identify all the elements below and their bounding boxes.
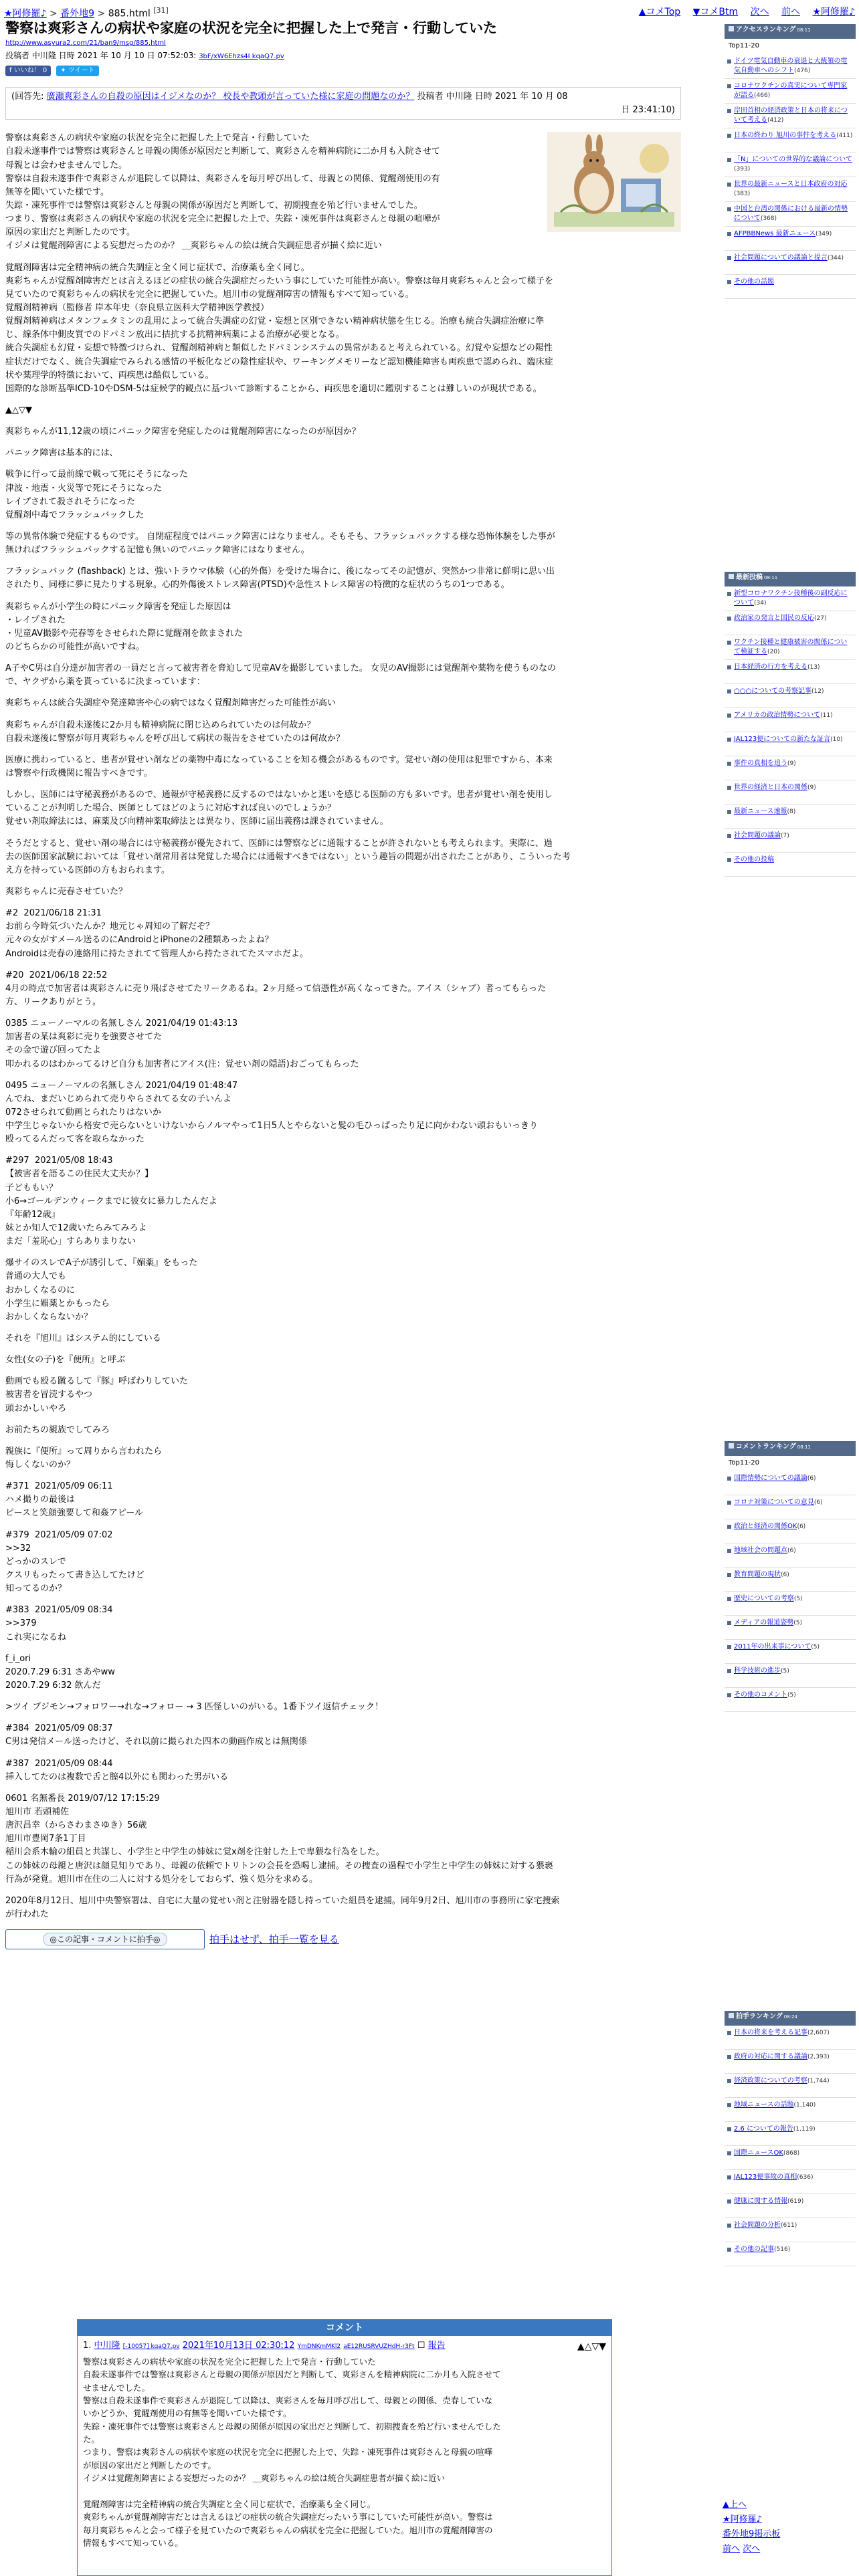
bullet-icon [727, 714, 731, 718]
bullet-icon [727, 60, 731, 64]
bottom-board-link[interactable]: 番外地9掲示板 [723, 2529, 781, 2540]
ranking-count: (476) [794, 67, 811, 74]
bullet-icon [727, 786, 731, 790]
list-item [725, 2242, 856, 2266]
comment-bottom-link[interactable]: ▼コメBtm [692, 7, 739, 17]
breadcrumb-separator: > [97, 8, 106, 19]
widget-icon [729, 2013, 734, 2018]
ranking-link[interactable]: 世界の最新ニュースと日本政府の対応 [734, 180, 848, 188]
article-paragraph: >ツイ ブジモン→フォロワー→れな→フォロー → 3 匹怪しいのがいる。1番下ツイ返信チェック！ [5, 1702, 384, 1713]
ranking-link[interactable]: その他のコメント [734, 1691, 787, 1699]
ranking-count: (2,393) [807, 2054, 830, 2060]
ranking-link[interactable]: 国際ニュースOK [734, 2149, 783, 2157]
widget-title: コメントランキング [736, 1443, 796, 1451]
bottom-next-link[interactable]: 次へ [743, 2544, 761, 2555]
list-item [725, 1471, 856, 1495]
ranking-count: (412) [767, 116, 784, 124]
ranking-link[interactable]: 社会問題についての議論と提言 [734, 253, 828, 261]
bullet-icon [727, 280, 731, 284]
top-bar [4, 3, 855, 19]
share-bar [5, 64, 681, 76]
ranking-count: (8) [787, 809, 796, 815]
ranking-count: (13) [807, 664, 820, 671]
ranking-count: (466) [754, 92, 771, 99]
sidebar-widget [725, 572, 856, 877]
widget-time: 08:11 [764, 575, 778, 580]
comment-body: 警察は爽彩さんの病状や家庭の状況を完全に把握した上で発言・行動していた 自殺未遂事件では警察は爽彩さんと母親の関係が原因だと判断して、爽彩さんを精神病院に二か月も入院させて せませんでした。 警察は自殺未遂事件で爽彩さんが退院して以降は、爽彩さんを毎月呼び出して、母親との関係、売春していな いかどうか、覚醒剤使用の有無等を聞いていた様です。 失踪・凍死事件では警察は爽彩さんと母親の関係が原因の家出だと判断して、初期捜査を殆ど行いませんでした た。 つまり、警察は爽彩さんの病状や家庭の状況を完全に把握した上で、失踪・凍死事件は爽彩さんと母親の喧嘩 が原因の家出だと判断したのです。 イジメは覚醒剤障害による妄想だったのか？ ＿爽彩ちゃんの絵は統合失調症患者が描く絵に近い 覚醒剤障害は完全精神病の統合失調症と全く同じ症状で、治療薬も全く同じ。 爽彩ちゃんが覚醒剤障害だとは言えるほどの症状の統合失調症だったいう事にしていた可能性が高い。警察は 毎月爽彩ちゃんと会って様子を見ていたので爽彩ちゃんの病状を完全に把握していた。旭川市の覚醒剤障害の 情報もすべて知っている。 [83, 2356, 501, 2549]
ranking-count: (611) [781, 2222, 797, 2229]
article-paragraph: そうだとすると、覚せい剤の場合には守秘義務が優先されて、医師には警察などに通報することが許されないとも考えられます。実際に、過 去の医師国家試験においては「覚せい剤常用者は発覚した場合には通報すべきではない」という趣旨の問題が出されたことがあり、こういった考 え方を持っている医師の方もおられます。 [5, 838, 571, 875]
ranking-link[interactable]: 歴史についての考察 [734, 1594, 794, 1602]
widget-header [725, 24, 856, 39]
list-item [725, 732, 856, 756]
list-item [725, 2194, 856, 2218]
ranking-count: (12) [811, 688, 824, 695]
list-item [725, 2074, 856, 2098]
widget-subtitle: Top11-20 [729, 1459, 759, 1467]
list-item [725, 79, 856, 104]
tweet-label: ツイート [68, 67, 95, 75]
facebook-icon: f [9, 67, 12, 75]
ranking-link[interactable]: ワクチン接種と健康被害の関係について検証する [734, 639, 848, 655]
list-item [725, 756, 856, 780]
widget-header [725, 572, 856, 586]
widget-header [725, 2011, 856, 2026]
ranking-count: (34) [754, 600, 767, 607]
ranking-count: (636) [797, 2174, 814, 2181]
ranking-link[interactable]: 新型コロナワクチン接種後の副反応について [734, 590, 848, 607]
reply-to-box [5, 87, 681, 120]
list-item [725, 1640, 856, 1664]
article-paragraph: 等の異常体験で発症するものです。 自閉症程度ではパニック障害にはなりません。そもそも、フラッシュバックする様な恐怖体験をした事が 無ければフラッシュバックする記憶も無いのでパニック障害にはなりません。 [5, 532, 555, 556]
article-paragraph: 0601 名無番長 2019/07/12 17:15:29 旭川市 若頭補佐 唐沢昌幸（からさわまさゆき）56歳 旭川市豊岡7条1丁目 稲川会系木輪の組員と共謀し、小学生と中学生の姉妹に覚x剤を注射した上で卑猥な行為をした。 この姉妹の母親と唐沢は顔見知りであり、母親の依頼でトリトンの会長を恐喝し逮捕。その捜査の過程で小学生と中学生の姉妹に対する猥褻 行為が発覚。旭川市在住の二人に対する処分をしておらず、強く処分を求める。 [5, 1793, 553, 1885]
bullet-icon [727, 1549, 731, 1553]
bullet-icon [727, 2127, 731, 2131]
ranking-link[interactable]: コロナ対策についての意見 [734, 1498, 814, 1506]
article-paragraph: #297 2021/05/08 18:43 【被害者を語るこの住民大丈夫か？】 子どももい？ 小6→ゴールデンウィークまでに彼女に暴力したんだよ 『年齢12歳』 妹とか知人で12歳いたらみてみろよ まだ「羞恥心」すらありまりない [5, 1156, 217, 1247]
bullet-icon [727, 665, 731, 669]
list-item [725, 2098, 856, 2122]
list-item [725, 1616, 856, 1640]
ranking-link[interactable]: ドイツ電気自動車の衰退と大統領の電気自動車へのシフト [734, 57, 848, 74]
ranking-count: (20) [767, 649, 780, 655]
bullet-icon [727, 2224, 731, 2228]
applause-button[interactable] [5, 1929, 205, 1949]
ranking-link[interactable]: 政治家の発言と国民の反応 [734, 615, 814, 622]
list-item [725, 853, 856, 877]
ranking-count: (6) [814, 1499, 823, 1506]
ranking-link[interactable]: 科学技術の進歩 [734, 1667, 781, 1675]
list-item [725, 177, 856, 202]
article-paragraph: 2020年8月12日、旭川中央警察署は、自宅に大量の覚せい剤と注射器を隠し持っていた組員を逮捕。同年9月2日、旭川市の事務所に家宅捜索 が行われた [5, 1895, 560, 1919]
list-item [725, 829, 856, 853]
bullet-icon [727, 207, 731, 211]
ranking-count: (383) [734, 190, 751, 197]
comment-nav-arrows[interactable]: ▲△▽▼ [577, 2341, 606, 2352]
ranking-count: (6) [807, 1475, 816, 1482]
ranking-count: (349) [816, 230, 832, 237]
article-paragraph: f_i_ori 2020.7.29 6:31 さあやww 2020.7.29 6:32 飲んだ [5, 1653, 115, 1691]
ranking-link[interactable]: その他の投稿 [734, 856, 774, 863]
article-paragraph: 爽彩ちゃんが自殺未遂後に2か月も精神病院に閉じ込められていたのは何故か？ 自殺未遂後に警察が毎月爽彩ちゃんを呼び出して病状の報告をさせていたのは何故か？ [5, 720, 345, 744]
ranking-count: (6) [781, 1571, 789, 1578]
ranking-count: (1,119) [793, 2126, 816, 2133]
applause-list-link[interactable]: 拍手はせず、拍手一覧を見る [209, 1933, 339, 1946]
list-item [725, 635, 856, 660]
bullet-icon [727, 834, 731, 838]
applause-section [5, 1929, 681, 1953]
widget-icon [729, 26, 734, 31]
ranking-count: (868) [783, 2150, 800, 2157]
facebook-like-count: 0 [42, 67, 47, 75]
ranking-link[interactable]: JAL123便についての新たな証言 [734, 736, 831, 743]
ranking-count: (6) [797, 1523, 806, 1530]
list-item [725, 104, 856, 128]
list-item [725, 1543, 856, 1568]
bullet-icon [727, 2199, 731, 2204]
list-item [725, 1664, 856, 1688]
ranking-count: (9) [787, 760, 796, 767]
meta-text: 投稿者 中川隆 日時 2021 年 10 月 10 日 07:52:03: [5, 50, 197, 60]
list-item [725, 227, 856, 251]
bullet-icon [727, 158, 731, 162]
list-item [725, 1568, 856, 1592]
article-title: 警察は爽彩さんの病状や家庭の状況を完全に把握した上で発言・行動していた [5, 20, 497, 36]
list-item [725, 1688, 856, 1712]
article-paragraph: 親族に『便所』って周りから言われたら 悔しくないのか？ [5, 1446, 163, 1471]
ranking-link[interactable]: 日本の終わり 旭川の事件を考える [734, 131, 837, 139]
article-paragraph: 爽彩ちゃんが11,12歳の頃にパニック障害を発症したのは覚醒剤障害になったのが原因か？ [5, 427, 361, 437]
list-item [725, 202, 856, 227]
comment-id-link[interactable]: aE12RUSRVUZHdH-r3Ft [343, 2343, 415, 2350]
ranking-link[interactable]: 社会問題の議論 [734, 832, 781, 839]
article-paragraph: 女性(女の子)を『便所』と呼ぶ [5, 1355, 126, 1366]
list-item [725, 611, 856, 635]
breadcrumb-separator: > [49, 8, 58, 19]
ranking-link[interactable]: AFPBBNews 最新ニュース [734, 229, 816, 237]
breadcrumb-board-link[interactable]: 番外地9 [60, 8, 95, 19]
list-item [725, 275, 856, 299]
bullet-icon [727, 84, 731, 88]
ranking-link[interactable]: 最新ニュース速報 [734, 808, 787, 815]
bullet-icon [727, 232, 731, 236]
ranking-link[interactable]: JAL123便事故の真相 [734, 2173, 797, 2181]
article-paragraph: しかし、医師には守秘義務があるので、通報が守秘義務に反するのではないかと迷いを感じる医師の方も多いです。患者が覚せい剤を使用し ていることが判明した場合、医師としてはどのように対応すれば良いのでしょうか？ 覚せい剤取締法には、麻薬及び向精神薬取締法とは異なり、医師に届出義務は課されていません。 [5, 790, 553, 827]
breadcrumb-page: 885.html [108, 8, 151, 19]
list-item [725, 1519, 856, 1543]
bullet-icon [727, 1669, 731, 1673]
bullet-icon [727, 1477, 731, 1481]
bullet-icon [727, 1597, 731, 1601]
bullet-icon [727, 858, 731, 862]
widget-title: 拍手ランキング [736, 2013, 783, 2020]
bullet-icon [727, 617, 731, 621]
article-paragraph: フラッシュバック (flashback) とは、強いトラウマ体験（心的外傷）を受けた場合に、後になってその記憶が、突然かつ非常に鮮明に思い出 されたり、同様に夢に見たりする現象。心的外傷後ストレス障害(PTSD)や急性ストレス障害の特徴的な症状のうちの1つである。 [5, 566, 555, 591]
bullet-icon [727, 134, 731, 138]
ranking-count: (5) [787, 1691, 796, 1699]
article-paragraph: 爆サイのスレでA子が誘引して、『媚薬』をもった 普通の大人でも おかしくなるのに 小学生に媚薬とかもったら おかしくならないか？ [5, 1258, 198, 1322]
ranking-link[interactable]: その他の話題 [734, 278, 774, 286]
home-link[interactable]: ★阿修羅♪ [812, 7, 855, 17]
article-paragraph: 戦争に行って最前線で戦って死にそうになった 津波・地震・火災等で死にそうになった レイプされて殺されそうになった 覚醒剤中毒でフラッシュバックした [5, 469, 189, 520]
bullet-icon [727, 592, 731, 596]
widget-time: 08:24 [783, 2014, 797, 2020]
ranking-count: (5) [781, 1667, 789, 1675]
ranking-link[interactable]: 地域ニュースの話題 [734, 2101, 794, 2109]
facebook-like-label: いいね！ [13, 67, 41, 75]
bullet-icon [727, 2079, 731, 2083]
comment-author-link[interactable]: 中川隆 [94, 2341, 120, 2351]
comment-header [83, 2340, 606, 2353]
breadcrumb-home-link[interactable]: ★阿修羅♪ [4, 8, 47, 19]
comment-count: [31] [153, 6, 169, 15]
ranking-link[interactable]: 社会問題の分析 [734, 2222, 781, 2229]
widget-title: アクセスランキング [736, 26, 796, 33]
bullet-icon [727, 1621, 731, 1625]
widget-list [725, 1471, 856, 1712]
bottom-navigation [723, 2498, 780, 2557]
ranking-count: (9) [807, 784, 816, 791]
ranking-link[interactable]: 政府の対応に関する議論 [734, 2053, 807, 2060]
list-item [725, 684, 856, 708]
article-paragraph: ▲△▽▼ [5, 405, 32, 416]
applause-label: ◎この記事・コメントに拍手◎ [43, 1933, 168, 1946]
sidebar-widget [725, 24, 856, 299]
comment-author-id-link[interactable]: [-10057] kqaQ7.pv [122, 2343, 180, 2350]
list-item [725, 2218, 856, 2242]
ranking-count: (393) [734, 165, 751, 173]
ranking-count: (1,744) [807, 2078, 830, 2084]
ranking-count: (516) [774, 2246, 791, 2253]
bullet-icon [727, 256, 731, 260]
ranking-count: (2,607) [807, 2030, 830, 2036]
article-paragraph: 0495 ニューノーマルの名無しさん 2021/04/19 01:48:47 んでね、まだいじめられて売りやらされてる女の子いんよ 072させられて動画とられたりはないか 中学生じゃないから格安で売らないといけないからノルマやって1日5人とやらないと髪の毛ひっぱったり足に向かわない頭おもいっきり 殴ってるんだって客を取らなかった [5, 1080, 539, 1145]
widget-list [725, 2026, 856, 2266]
list-item [725, 586, 856, 611]
sidebar-widget [725, 1441, 856, 1712]
bullet-icon [727, 689, 731, 693]
ranking-link[interactable]: ○○○についての考察記事 [734, 687, 812, 695]
list-item [725, 251, 856, 275]
list-item [725, 804, 856, 829]
back-to-top-link[interactable]: ▲上へ [723, 2500, 747, 2510]
ranking-link[interactable]: 健康に関する情報 [734, 2197, 787, 2205]
ranking-count: (6) [787, 1547, 796, 1554]
article-paragraph: 爽彩ちゃんが小学生の時にパニック障害を発症した原因は ・レイプされた ・児童AV撮影や売春等をさせられた際に覚醒剤を飲まされた のどちらかの可能性が高いですね。 [5, 601, 243, 652]
ranking-link[interactable]: 事件の真相を追う [734, 760, 787, 767]
article-paragraph: それを『旭川』はシステム的にしている [5, 1333, 161, 1344]
widget-icon [729, 1443, 734, 1448]
bullet-icon [727, 1501, 731, 1505]
comment-date-link[interactable]: 2021年10月13日 02:30:12 [182, 2341, 295, 2351]
bullet-icon [727, 1525, 731, 1529]
reply-prefix: (回答先: [11, 92, 47, 102]
bullet-icon [727, 762, 731, 766]
ranking-count: (10) [830, 736, 843, 743]
poster-id-link[interactable]: 3bF/xW6Ehzs4I kqaQ7.pv [199, 52, 284, 60]
list-item [725, 2026, 856, 2050]
comment-number: 1. [83, 2341, 92, 2351]
bullet-icon [727, 1693, 731, 1697]
bullet-icon [727, 2175, 731, 2179]
main-content [5, 19, 681, 1953]
article-paragraph: 覚醒剤障害は完全精神病の統合失調症と全く同じ症状で、治療薬も全く同じ。 爽彩ちゃんが覚醒剤障害だとは言えるほどの症状の統合失調症だったいう事にしていた可能性が高い。警察は毎月爽彩ちゃんと会って様子を 見ていたので爽彩ちゃんの病状を完全に把握していた。旭川市の覚醒剤障害の情報もすべて知っている。 覚醒剤精神病（監修者 岸本年史（奈良県立医科大学精神医学教授） 覚醒剤精神病はメタンフェタミンの乱用によって統合失調症の幻覚・妄想と区別できない精神病状態を生じる。治療も統合失調症治療に準 じ、線条体中側皮質でのドパミン放出に拮抗する抗精神病薬による治療が必要となる。 統合失調症も幻覚・妄想で特徴づけられ、覚醒剤精神病と類似したドパミンシステムの異常があると考えられている。幻覚や妄想などの陽性 症状だけでなく、統合失調症でみられる感情の平板化などの陰性症状や、ワーキングメモリーなど認知機能障害も両疾患で認められ、臨床症 状や薬理学的特徴において、両疾患は酷似している。 国際的な診断基準ICD-10やDSM-5は症候学的観点に基づいて診断することから、両疾患を適切に鑑別することは難しいのが現状である。 [5, 262, 554, 394]
twitter-bird-icon: ✦ [60, 67, 66, 75]
report-link[interactable]: 報告 [427, 2341, 446, 2351]
bullet-icon [727, 2031, 731, 2035]
list-item [725, 2170, 856, 2194]
ranking-link[interactable]: 教育問題の現状 [734, 1570, 781, 1578]
article-paragraph: パニック障害は基本的には、 [5, 448, 118, 459]
list-item [725, 1592, 856, 1616]
bullet-icon [727, 2103, 731, 2107]
ranking-link[interactable]: 2011年の出来事について [734, 1642, 812, 1650]
ranking-count: (7) [781, 833, 789, 839]
widget-time: 08:11 [797, 27, 811, 33]
bullet-icon [727, 2248, 731, 2252]
bullet-icon [727, 2151, 731, 2155]
widget-subtitle: Top11-20 [729, 42, 759, 49]
bullet-icon [727, 1573, 731, 1577]
checkbox-icon[interactable]: ☐ [417, 2341, 425, 2351]
article-paragraph: #2 2021/06/18 21:31 お前ら今時気づいたんか？地元じゃ周知の了解だぞ？ 元々の女がすメール送るのにAndroidとiPhoneの2種類あったよね？ Androidは売春の連絡用に持たされてて管理人から持たされてたスマホだよ。 [5, 908, 309, 959]
ranking-link[interactable]: 岸田首相の経済政策と日本の将来について考える [734, 106, 848, 124]
sidebar-widget [725, 2011, 856, 2266]
widget-list [725, 586, 856, 877]
rabbit-illustration [547, 132, 681, 232]
ranking-count: (411) [836, 132, 853, 139]
list-item [725, 2050, 856, 2074]
comment-top-link[interactable]: ▲コメTop [638, 7, 681, 17]
ranking-count: (27) [814, 615, 827, 622]
article-paragraph: 医療に携わっていると、患者が覚せい剤などの薬物中毒になっていることを知る機会があるものです。覚せい剤の使用は犯罪ですから、本来 は警察や行政機関に報告すべきです。 [5, 754, 553, 778]
article-paragraph: #371 2021/05/09 06:11 ハメ撮りの最後は ピースと笑顔強要して和姦アピール [5, 1481, 144, 1519]
widget-title: 最新投稿 [736, 574, 763, 581]
article-paragraph: 動画でも殴る蹴るして『豚』呼ばわりしていた 被害者を冒涜するやつ 頭おかしいやろ [5, 1376, 189, 1414]
ranking-link[interactable]: その他の記事 [734, 2246, 774, 2253]
article-paragraph: #383 2021/05/09 08:34 >>379 これ実になるね [5, 1605, 113, 1642]
ranking-link[interactable]: メディアの報道姿勢 [734, 1618, 794, 1626]
article-paragraph: #379 2021/05/09 07:02 >>32 どっかのスレで クスリもったって書き込してたけど 知ってるのか？ [5, 1529, 145, 1594]
list-item [725, 2146, 856, 2170]
bullet-icon [727, 2055, 731, 2059]
list-item [725, 152, 856, 177]
reply-suffix: 投稿者 中川隆 日時 2021 年 10 月 08 [414, 92, 568, 102]
comments-header: コメント [78, 2320, 611, 2336]
ranking-link[interactable]: 日本の将来を考える記事 [734, 2029, 807, 2036]
widget-time: 08:11 [797, 1444, 811, 1450]
bullet-icon [727, 183, 731, 187]
bullet-icon [727, 738, 731, 742]
article-paragraph: 爽彩ちゃんは統合失調症や発達障害や心の病ではなく覚醒剤障害だった可能性が高い [5, 698, 337, 709]
reply-date: 日 23:41:10) [621, 104, 675, 115]
article-paragraph: A子やC男は自分達が加害者の一員だと言って被害者を脅迫して児童AVを撮影していました。 女児のAV撮影には覚醒剤や薬物を使うものなの で、ヤクザから薬を貰っているに決まっています： [5, 663, 557, 687]
ranking-link[interactable]: 日本経済の行方を考える [734, 663, 807, 671]
list-item [725, 2122, 856, 2146]
widget-list [725, 54, 856, 299]
bullet-icon [727, 641, 731, 645]
ranking-link[interactable]: コロナワクチンの真実について専門家が語る [734, 82, 848, 99]
list-item [725, 780, 856, 804]
ranking-count: (344) [827, 254, 844, 261]
ranking-count: (5) [793, 1595, 803, 1602]
facebook-like-button[interactable] [5, 66, 51, 76]
article-paragraph: 爽彩ちゃんに売春させていた？ [5, 886, 128, 897]
article-url-link[interactable]: http://www.asyura2.com/21/ban9/msg/885.html [5, 39, 166, 47]
ranking-count: (368) [760, 215, 777, 222]
comments-panel [77, 2319, 612, 2576]
widget-icon [729, 574, 734, 579]
article-meta [5, 50, 681, 62]
comment-id-link[interactable]: YmDNKmMKl2 [297, 2343, 341, 2350]
ranking-count: (11) [820, 712, 833, 719]
ranking-count: (1,140) [793, 2102, 816, 2109]
ranking-link[interactable]: 「N」についての世界的な議論について [734, 155, 853, 163]
article-paragraph: #384 2021/05/09 08:37 C男は発信メール送ったけど、それ以前に撮られた四本の動画作成とは無関係 [5, 1723, 307, 1747]
article-paragraphs [5, 132, 681, 1921]
ranking-link[interactable]: 世界の経済と日本の関係 [734, 784, 807, 791]
ranking-count: (619) [787, 2198, 804, 2205]
list-item [725, 54, 856, 79]
list-item [725, 128, 856, 152]
list-item [725, 708, 856, 732]
ranking-link[interactable]: 中国と台湾の関係における最新の情勢について [734, 205, 848, 222]
article-paragraph: お前たちの親族でしてみろ [5, 1424, 110, 1435]
ranking-link[interactable]: 政治と経済の関係OK [734, 1522, 797, 1530]
top-navigation [630, 5, 855, 19]
article-url [5, 39, 681, 49]
ranking-count: (5) [811, 1643, 820, 1650]
article-paragraph: #20 2021/06/18 22:52 4月の時点で加害者は爽彩さんに売り飛ばさせてたリークあるね。2ヶ月経って信憑性が高くなってきた。アイス（シャブ）者ってもらった 方、リークありがとう。 [5, 970, 547, 1007]
list-item [725, 1495, 856, 1519]
bullet-icon [727, 1645, 731, 1649]
bullet-icon [727, 109, 731, 113]
next-link[interactable]: 次へ [750, 7, 769, 17]
article-paragraph: 0385 ニューノーマルの名無しさん 2021/04/19 01:43:13 加害者の某は爽彩に売りを強要させてた その金で遊び回ってたよ 叩かれるのはわかってるけど自分も加害者にアイス(注：覚せい剤の隠語)おごってもらった [5, 1018, 359, 1069]
reply-to-link[interactable]: 廣瀬爽彩さんの自殺の原因はイジメなのか？ 校長や教頭が言っていた様に家庭の問題なのか？ [46, 92, 415, 102]
ranking-link[interactable]: アメリカの政治情勢について [734, 712, 821, 719]
bullet-icon [727, 810, 731, 814]
article-body [5, 132, 681, 1921]
ranking-link[interactable]: 国際情勢についての議論 [734, 1474, 807, 1482]
ranking-count: (5) [793, 1619, 802, 1626]
article-paragraph: #387 2021/05/09 08:44 挿入してたのは複数で舌と膣4以外にも関わった男がいる [5, 1758, 229, 1782]
bottom-prev-link[interactable]: 前へ [723, 2544, 741, 2555]
prev-link[interactable]: 前へ [781, 7, 801, 17]
article-paragraph: 警察は爽彩さんの病状や家庭の状況を完全に把握した上で発言・行動していた 自殺未遂事件では警察は爽彩さんと母親の関係が原因だと判断して、爽彩さんを精神病院に二か月も入院させて 母親とは会わせませんでした。 警察は自殺未遂事件で爽彩さんが退院して以降は、爽彩さんを毎月呼び出して、母親との関係、覚醒剤使用の有 無等を聞いていた様です。 失踪・凍死事件では警察は爽彩さんと母親の関係が原因だと判断して、初期捜査を殆ど行いませんでした。 つまり、警察は爽彩さんの病状や家庭の状況を完全に把握した上で、失踪・凍死事件は爽彩さんと母親の喧嘩が 原因の家出だと判断したのです。 イジメは覚醒剤障害による妄想だったのか？ ＿爽彩ちゃんの絵は統合失調症患者が描く絵に近い [5, 133, 440, 251]
tweet-button[interactable] [56, 66, 98, 76]
widget-header [725, 1441, 856, 1456]
ranking-link[interactable]: 2.6 についての報告 [734, 2125, 793, 2133]
list-item [725, 660, 856, 684]
ranking-link[interactable]: 地域社会の問題点 [734, 1546, 787, 1554]
bottom-home-link[interactable]: ★阿修羅♪ [723, 2514, 762, 2525]
ranking-link[interactable]: 経済政策についての考察 [734, 2077, 807, 2084]
